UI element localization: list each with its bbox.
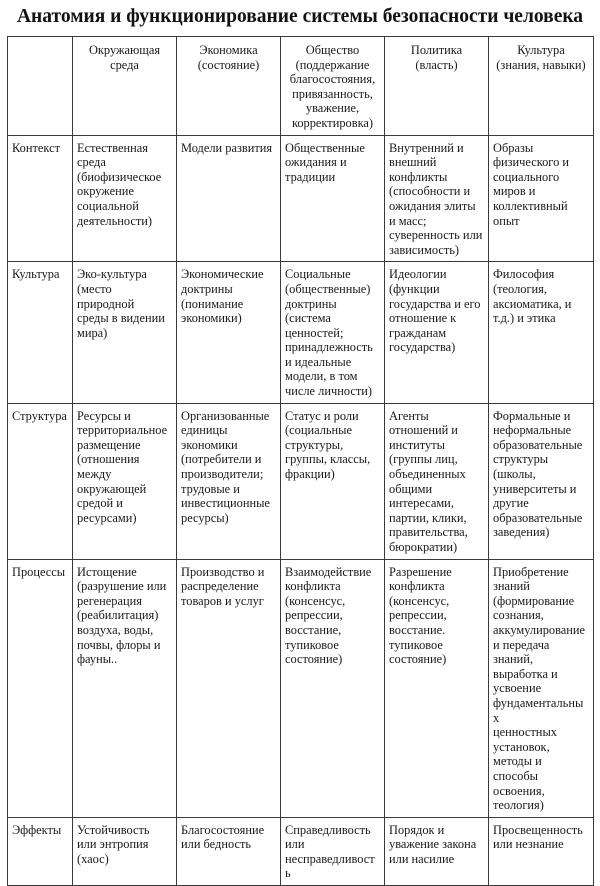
column-header: [281, 37, 385, 136]
cell-text-line: (состояние): [197, 57, 260, 72]
table-cell: [281, 559, 385, 817]
cell-text-line: Устойчивость: [77, 822, 150, 837]
cell-text-line: знаний: [493, 579, 530, 594]
cell-text-line: числе личности): [285, 384, 372, 399]
cell-text-line: территориальное: [77, 423, 168, 438]
cell-text-line: государства): [389, 340, 456, 355]
cell-text-line: миров и: [493, 184, 536, 199]
cell-text-line: т.д.) и этика: [493, 311, 556, 326]
table-row: [8, 817, 594, 885]
cell-text-line: Производство и: [181, 564, 265, 579]
cell-text-line: Политика: [410, 43, 463, 57]
cell-text-line: Агенты: [389, 408, 429, 423]
table-cell: [281, 135, 385, 262]
cell-text-line: правительства,: [389, 525, 468, 540]
column-header: [489, 37, 594, 136]
cell-text-line: теология): [493, 798, 544, 813]
cell-text-line: объединенных: [389, 467, 466, 482]
cell-text-line: Взаимодействие: [285, 564, 372, 579]
cell-text-line: институты: [389, 437, 445, 452]
cell-text-line: распределение: [181, 579, 259, 594]
cell-text-line: ресурсы): [181, 510, 229, 525]
cell-text-line: Естественная: [77, 140, 148, 155]
cell-text-line: сознания,: [493, 608, 544, 623]
cell-text-line: среды в видении: [77, 311, 165, 326]
cell-text-line: (система: [285, 311, 331, 326]
cell-text-line: и передача: [493, 637, 550, 652]
cell-text-line: экономики: [181, 437, 238, 452]
table-row: [8, 262, 594, 403]
table-row: [8, 135, 594, 262]
cell-text-line: Внутренний и: [389, 140, 464, 155]
table-cell: [73, 403, 177, 559]
cell-text-line: окружающей: [77, 481, 147, 496]
cell-text-line: восстание,: [285, 622, 342, 637]
cell-text-line: (формирование: [493, 593, 575, 608]
table-cell: [385, 135, 489, 262]
table-cell: [73, 262, 177, 403]
table-cell: [73, 817, 177, 885]
cell-text-line: (консенсус,: [285, 593, 346, 608]
cell-text-line: (понимание: [181, 296, 244, 311]
cell-text-line: фракции): [285, 467, 335, 482]
cell-text-line: (социальные: [285, 423, 352, 438]
cell-text-line: регенерация: [77, 593, 142, 608]
cell-text-line: Приобретение: [493, 564, 569, 579]
cell-text-line: опыт: [493, 213, 520, 228]
table-cell: [489, 559, 594, 817]
table-cell: [177, 262, 281, 403]
column-header: [177, 37, 281, 136]
cell-text-line: товаров и услуг: [181, 593, 264, 608]
cell-text-line: интересами,: [389, 496, 454, 511]
table-cell: [385, 817, 489, 885]
cell-text-line: Окружающая: [88, 43, 161, 57]
cell-text-line: государства и его: [389, 296, 481, 311]
cell-text-line: (группы лиц,: [389, 452, 458, 467]
cell-text-line: (теология,: [493, 281, 547, 296]
cell-text-line: (место природной: [77, 281, 135, 311]
cell-text-line: Истощение: [77, 564, 137, 579]
cell-text-line: выработка и: [493, 666, 558, 681]
cell-text-line: (поддержание: [295, 57, 370, 72]
cell-text-line: фауны..: [77, 652, 118, 667]
cell-text-line: Формальные и: [493, 408, 571, 423]
cell-text-line: методы и: [493, 754, 542, 769]
cell-text-line: Общество: [305, 43, 360, 57]
cell-text-line: Порядок и: [389, 822, 445, 837]
table-cell: [177, 403, 281, 559]
cell-text-line: Модели развития: [181, 140, 273, 155]
cell-text-line: (знания, навыки): [496, 57, 586, 72]
cell-text-line: (потребители и: [181, 452, 262, 467]
cell-text-line: зависимость): [389, 242, 460, 257]
cell-text-line: Организованные: [181, 408, 270, 423]
cell-text-line: суверенность или: [389, 228, 483, 243]
cell-text-line: традиции: [285, 169, 336, 184]
cell-text-line: благосостояния,: [289, 72, 376, 87]
table-cell: [489, 403, 594, 559]
table-cell: [73, 135, 177, 262]
cell-text-line: почвы, флоры и: [77, 637, 161, 652]
cell-text-line: уважение закона: [389, 837, 477, 852]
cell-text-line: репрессии,: [389, 608, 447, 623]
column-header: [385, 37, 489, 136]
cell-text-line: Общественные: [285, 140, 365, 155]
cell-text-line: (разрушение или: [77, 579, 167, 594]
corner-cell: [8, 37, 73, 136]
cell-text-line: (биофизическое: [77, 169, 162, 184]
cell-text-line: Справедливость: [285, 822, 371, 837]
cell-text-line: привязанность,: [292, 86, 373, 101]
cell-text-line: общими: [389, 481, 433, 496]
cell-text-line: бюрократии): [389, 540, 458, 554]
table-cell: [489, 135, 594, 262]
cell-text-line: ресурсами): [77, 510, 137, 525]
cell-text-line: (школы,: [493, 467, 536, 482]
cell-text-line: (власть): [415, 57, 458, 72]
cell-text-line: тупиковое: [285, 637, 339, 652]
table-cell: [385, 559, 489, 817]
cell-text-line: знаний,: [493, 652, 534, 667]
cell-text-line: или: [285, 837, 305, 852]
cell-text-line: производители;: [181, 467, 264, 482]
header-row: [8, 37, 594, 136]
cell-text-line: или насилие: [389, 851, 455, 866]
row-label: Эффекты: [8, 817, 73, 885]
cell-text-line: образовательные: [493, 437, 583, 452]
cell-text-line: (функции: [389, 281, 440, 296]
table-cell: [281, 262, 385, 403]
cell-text-line: (хаос): [77, 851, 109, 866]
cell-text-line: установок,: [493, 739, 550, 754]
cell-text-line: (консенсус,: [389, 593, 450, 608]
cell-text-line: другие: [493, 496, 529, 511]
row-label: Структура: [8, 403, 73, 559]
cell-text-line: уважение,: [305, 101, 360, 116]
cell-text-line: среда: [110, 57, 139, 72]
table-cell: [385, 403, 489, 559]
cell-text-line: окружение: [77, 184, 134, 199]
cell-text-line: между: [77, 467, 112, 482]
cell-text-line: структуры,: [285, 437, 344, 452]
cell-text-line: восстание.: [389, 622, 446, 637]
cell-text-line: коллективный: [493, 198, 568, 213]
cell-text-line: фундаментальных: [493, 695, 584, 725]
cell-text-line: усвоение: [493, 681, 542, 696]
cell-text-line: (реабилитация): [77, 608, 159, 623]
cell-text-line: принадлежность: [285, 340, 373, 355]
cell-text-line: отношений и: [389, 423, 458, 438]
cell-text-line: партии, клики,: [389, 510, 467, 525]
cell-text-line: ценностей;: [285, 325, 344, 340]
cell-text-line: репрессии,: [285, 608, 343, 623]
security-system-table: [7, 36, 594, 886]
cell-text-line: физического и: [493, 155, 570, 170]
cell-text-line: Социальные: [285, 267, 351, 282]
table-cell: [489, 817, 594, 885]
cell-text-line: единицы: [181, 423, 228, 438]
cell-text-line: среда: [77, 155, 106, 170]
cell-text-line: ожидания элиты: [389, 198, 476, 213]
cell-text-line: (отношения: [77, 452, 140, 467]
row-label: Культура: [8, 262, 73, 403]
cell-text-line: Статус и роли: [285, 408, 359, 423]
row-label: Процессы: [8, 559, 73, 817]
cell-text-line: тупиковое: [389, 637, 443, 652]
cell-text-line: ожидания и: [285, 155, 347, 170]
cell-text-line: Экономика: [199, 43, 258, 57]
cell-text-line: или бедность: [181, 837, 252, 852]
cell-text-line: аксиоматика, и: [493, 296, 572, 311]
cell-text-line: средой и: [77, 496, 123, 511]
cell-text-line: социальной: [77, 198, 139, 213]
cell-text-line: доктрины: [181, 281, 233, 296]
cell-text-line: корректировка): [291, 115, 374, 130]
cell-text-line: группы, классы,: [285, 452, 371, 467]
cell-text-line: заведения): [493, 525, 550, 540]
cell-text-line: социального: [493, 169, 560, 184]
cell-text-line: образовательные: [493, 510, 583, 525]
table-cell: [177, 135, 281, 262]
cell-text-line: (способности и: [389, 184, 471, 199]
cell-text-line: способы: [493, 768, 538, 783]
cell-text-line: Ресурсы и: [77, 408, 131, 423]
cell-text-line: Просвещенность: [493, 822, 583, 837]
cell-text-line: воздуха, воды,: [77, 622, 154, 637]
cell-text-line: трудовые и: [181, 481, 240, 496]
cell-text-line: отношение к: [389, 311, 457, 326]
cell-text-line: Эко-культура: [77, 267, 147, 282]
table-row: [8, 559, 594, 817]
page-title: Анатомия и функционирование системы безопасности человека: [16, 6, 584, 27]
cell-text-line: доктрины: [285, 296, 337, 311]
table-cell: [281, 817, 385, 885]
cell-text-line: гражданам: [389, 325, 447, 340]
column-header: [73, 37, 177, 136]
table-row: [8, 403, 594, 559]
cell-text-line: структуры: [493, 452, 549, 467]
cell-text-line: Разрешение: [389, 564, 452, 579]
cell-text-line: Культура: [517, 43, 565, 57]
cell-text-line: конфликта: [285, 579, 341, 594]
table-cell: [73, 559, 177, 817]
cell-text-line: конфликта: [389, 579, 445, 594]
cell-text-line: Философия: [493, 267, 555, 282]
table-cell: [177, 817, 281, 885]
cell-text-line: внешний: [389, 155, 437, 170]
cell-text-line: мира): [77, 325, 108, 340]
cell-text-line: университеты и: [493, 481, 577, 496]
cell-text-line: модели, в том: [285, 369, 358, 384]
cell-text-line: или незнание: [493, 837, 564, 852]
table-cell: [489, 262, 594, 403]
cell-text-line: инвестиционные: [181, 496, 270, 511]
cell-text-line: освоения,: [493, 783, 545, 798]
cell-text-line: состояние): [285, 652, 343, 667]
cell-text-line: Благосостояние: [181, 822, 265, 837]
table-cell: [385, 262, 489, 403]
cell-text-line: Экономические: [181, 267, 264, 282]
cell-text-line: Образы: [493, 140, 534, 155]
cell-text-line: конфликты: [389, 169, 448, 184]
table-cell: [281, 403, 385, 559]
cell-text-line: (общественные): [285, 281, 371, 296]
cell-text-line: и идеальные: [285, 354, 352, 369]
cell-text-line: Идеологии: [389, 267, 447, 282]
cell-text-line: и масс;: [389, 213, 427, 228]
cell-text-line: состояние): [389, 652, 447, 667]
cell-text-line: или энтропия: [77, 837, 149, 852]
cell-text-line: размещение: [77, 437, 141, 452]
cell-text-line: ценностных: [493, 725, 557, 740]
cell-text-line: неформальные: [493, 423, 572, 438]
row-label: Контекст: [8, 135, 73, 262]
table-cell: [177, 559, 281, 817]
cell-text-line: экономики): [181, 311, 242, 326]
cell-text-line: несправедливость: [285, 851, 375, 881]
cell-text-line: деятельности): [77, 213, 153, 228]
cell-text-line: аккумулирование: [493, 622, 586, 637]
